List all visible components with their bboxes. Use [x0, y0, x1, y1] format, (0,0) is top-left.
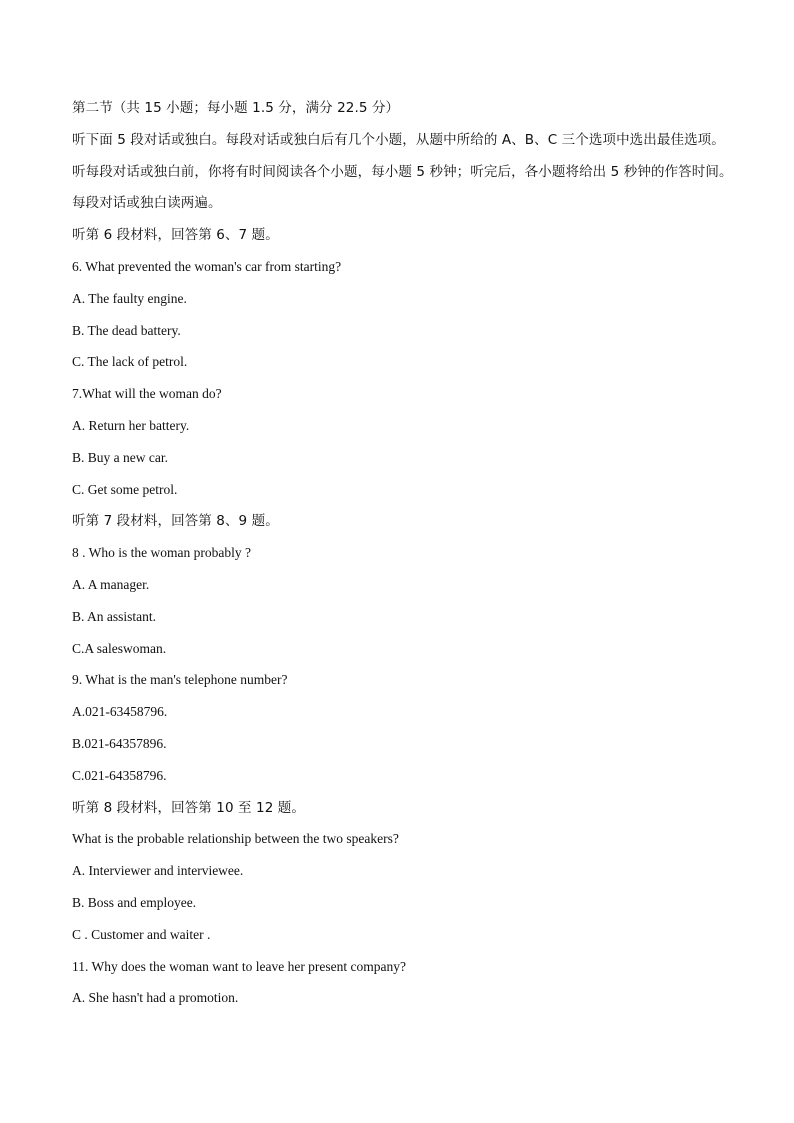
instruction-line: 听下面 5 段对话或独白。每段对话或独白后有几个小题，从题中所给的 A、B、C 三个选项中选出最佳选项。	[72, 131, 725, 148]
material-intro-8: 听第 8 段材料，回答第 10 至 12 题。	[72, 799, 305, 816]
option-8b: B. An assistant.	[72, 608, 157, 624]
option-9a: A.021-63458796.	[72, 704, 168, 720]
question-8: 8 . Who is the woman probably ?	[72, 545, 251, 561]
material-intro-7: 听第 7 段材料，回答第 8、9 题。	[72, 513, 279, 530]
exam-page	[72, 98, 772, 1020]
option-10c: C . Customer and waiter .	[72, 926, 211, 942]
instruction-line: 每段对话或独白读两遍。	[72, 195, 222, 212]
option-6c: C. The lack of petrol.	[72, 354, 188, 370]
option-7c: C. Get some petrol.	[72, 481, 178, 497]
section-heading: 第二节（共 15 小题；每小题 1.5 分，满分 22.5 分）	[72, 100, 400, 116]
question-10: What is the probable relationship between the two speakers?	[72, 831, 399, 847]
option-8c: C.A saleswoman.	[72, 640, 167, 656]
option-6a: A. The faulty engine.	[72, 290, 187, 306]
question-7: 7.What will the woman do?	[72, 386, 222, 402]
material-intro-6: 听第 6 段材料，回答第 6、7 题。	[72, 227, 279, 244]
instruction-line: 听每段对话或独白前，你将有时间阅读各个小题，每小题 5 秒钟；听完后，各小题将给出 5 秒钟的作答时间。	[72, 163, 733, 180]
question-9: 9. What is the man's telephone number?	[72, 672, 288, 688]
option-7b: B. Buy a new car.	[72, 449, 168, 465]
option-8a: A. A manager.	[72, 576, 150, 592]
option-9c: C.021-64358796.	[72, 767, 167, 783]
question-6: 6. What prevented the woman's car from starting?	[72, 258, 342, 274]
option-10b: B. Boss and employee.	[72, 894, 197, 910]
question-11: 11. Why does the woman want to leave her present company?	[72, 958, 407, 974]
option-9b: B.021-64357896.	[72, 735, 167, 751]
option-6b: B. The dead battery.	[72, 322, 181, 338]
option-7a: A. Return her battery.	[72, 417, 190, 433]
option-10a: A. Interviewer and interviewee.	[72, 863, 244, 879]
option-11a: A. She hasn't had a promotion.	[72, 990, 239, 1006]
